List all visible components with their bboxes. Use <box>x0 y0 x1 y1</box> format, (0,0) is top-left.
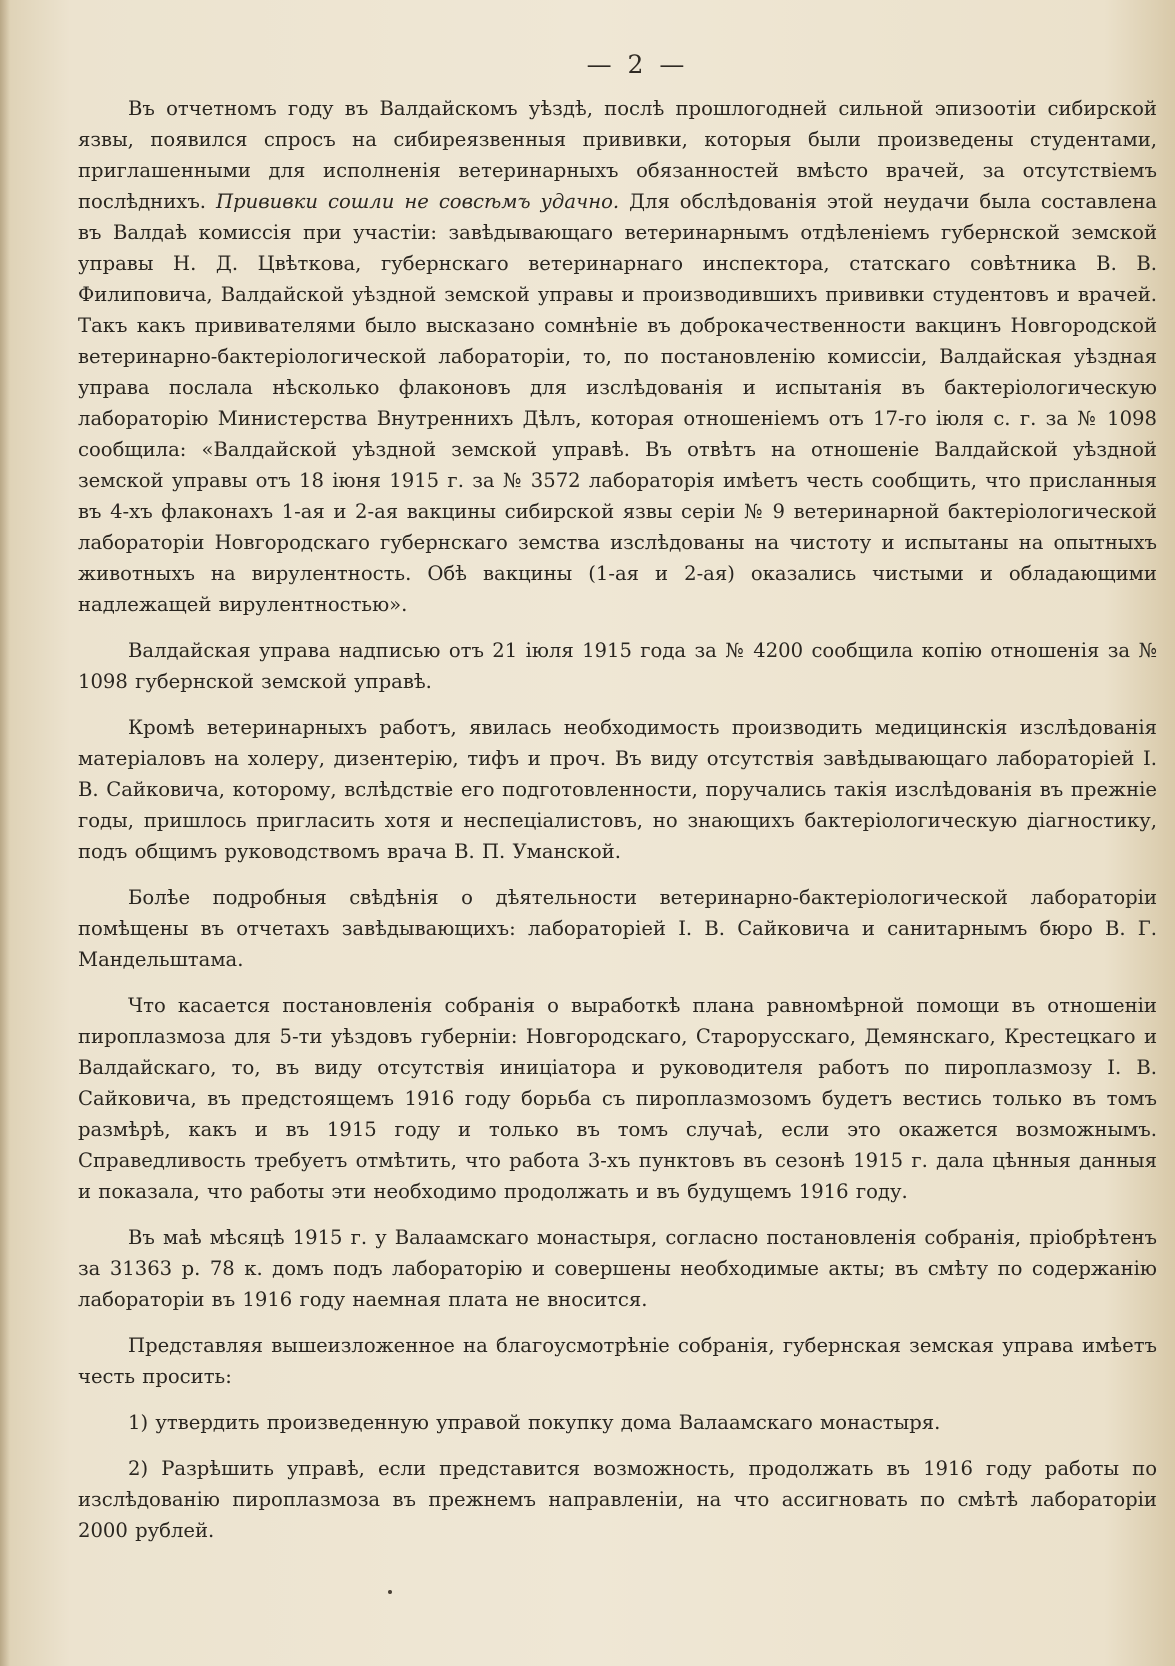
paragraph-2: Валдайская управа надписью отъ 21 іюля 1915 года за № 4200 сообщила копію отношенія за № 1098 губернской земской управѣ. <box>78 639 1157 693</box>
list-item-2: 2) Разрѣшить управѣ, если представится возможность, продолжать въ 1916 году работы по изслѣдованію пироплазмоза въ прежнемъ направленіи, на что ассигновать по смѣтѣ лабораторіи 2000 рублей. <box>78 1457 1157 1542</box>
paragraph-6: Въ маѣ мѣсяцѣ 1915 г. у Валаамскаго монастыря, согласно постановленія собранія, пріобрѣтенъ за 31363 р. 78 к. домъ подъ лабораторію и совершены необходимые акты; въ смѣту по содержанію лабораторіи въ 1916 году наемная плата не вносится. <box>78 1226 1157 1311</box>
paragraph-1 <box>78 93 1157 620</box>
list-item-1: 1) утвердить произведенную управой покупку дома Валаамскаго монастыря. <box>128 1411 941 1434</box>
paragraph-3: Кромѣ ветеринарныхъ работъ, явилась необходимость производить медицинскія изслѣдованія матеріаловъ на холеру, дизентерію, тифъ и проч. Въ виду отсутствія завѣдывающаго лабораторіей І. В. Сайковича, которому, вслѣдствіе его подготовленности, поручались такія изслѣдованія въ прежніе годы, пришлось пригласить хотя и неспеціалистовъ, но знающихъ бактеріологическую діагностику, подъ общимъ руководствомъ врача В. П. Уманской. <box>78 716 1157 863</box>
page-edge-shadow <box>0 0 10 1666</box>
page-number: — 2 — <box>586 50 689 79</box>
paragraph-1-emphasis: Прививки сошли не совсѣмъ удачно. <box>216 190 620 213</box>
paragraph-7: Представляя вышеизложенное на благоусмотрѣніе собранія, губернская земская управа имѣетъ честь просить: <box>78 1334 1157 1388</box>
paragraph-4: Болѣе подробныя свѣдѣнія о дѣятельности ветеринарно-бактеріологической лабораторіи помѣщены въ отчетахъ завѣдывающихъ: лабораторіей І. В. Сайковича и санитарнымъ бюро В. Г. Мандельштама. <box>78 886 1157 971</box>
paragraph-5: Что касается постановленія собранія о выработкѣ плана равномѣрной помощи въ отношеніи пироплазмоза для 5-ти уѣздовъ губерніи: Новгородскаго, Старорусскаго, Демянскаго, Крестецкаго и Валдайскаго, то, въ виду отсутствія иниціатора и руководителя работъ по пироплазмозу І. В. Сайковича, въ предстоящемъ 1916 году борьба съ пироплазмозомъ будетъ вестись только въ томъ размѣрѣ, какъ и въ 1915 году и только въ томъ случаѣ, если это окажется возможнымъ. Справедливость требуетъ отмѣтить, что работа 3-хъ пунктовъ въ сезонѣ 1915 г. дала цѣнныя данныя и показала, что работы эти необходимо продолжать и въ будущемъ 1916 году. <box>78 994 1157 1203</box>
ink-speck <box>388 1590 392 1594</box>
paragraph-1-text-b: Для обслѣдованія этой неудачи была составлена въ Валдаѣ комиссія при участіи: завѣдывающаго ветеринарнымъ отдѣленіемъ губернской земской управы Н. Д. Цвѣткова, губернскаго ветеринарнаго инспектора, статскаго совѣтника В. В. Филиповича, Валдайской уѣздной земской управы и производившихъ прививки студентовъ и врачей. Такъ какъ прививателями было высказано сомнѣніе въ доброкачественности вакцинъ Новгородской ветеринарно-бактеріологической лабораторіи, то, по постановленію комиссіи, Валдайская уѣздная управа послала нѣсколько флаконовъ для изслѣдованія и испытанія въ бактеріологическую лабораторію Министерства Внутреннихъ Дѣлъ, которая отношеніемъ отъ 17-го іюля с. г. за № 1098 сообщила: «Валдайской уѣздной земской управѣ. Въ отвѣтъ на отношеніе Валдайской уѣздной земской управы отъ 18 іюня 1915 г. за № 3572 лабораторія имѣетъ честь сообщить, что присланныя въ 4-хъ флаконахъ 1-ая и 2-ая вакцины сибирской язвы серіи № 9 ветеринарной бактеріологической лабораторіи Новгородскаго губернскаго земства изслѣдованы на чистоту и испытаны на опытныхъ животныхъ на вирулентность. Обѣ вакцины (1-ая и 2-ая) оказались чистыми и обладающими надлежащей вирулентностью». <box>78 190 1157 616</box>
paragraph-1-text-a: Въ отчетномъ году въ Валдайскомъ уѣздѣ, послѣ прошлогодней сильной эпизоотіи сибирской язвы, появился спросъ на сибиреязвенныя прививки, которыя были произведены студентами, приглашенными для исполненія ветеринарныхъ обязанностей вмѣсто врачей, за отсутствіемъ послѣднихъ. <box>78 97 1157 213</box>
